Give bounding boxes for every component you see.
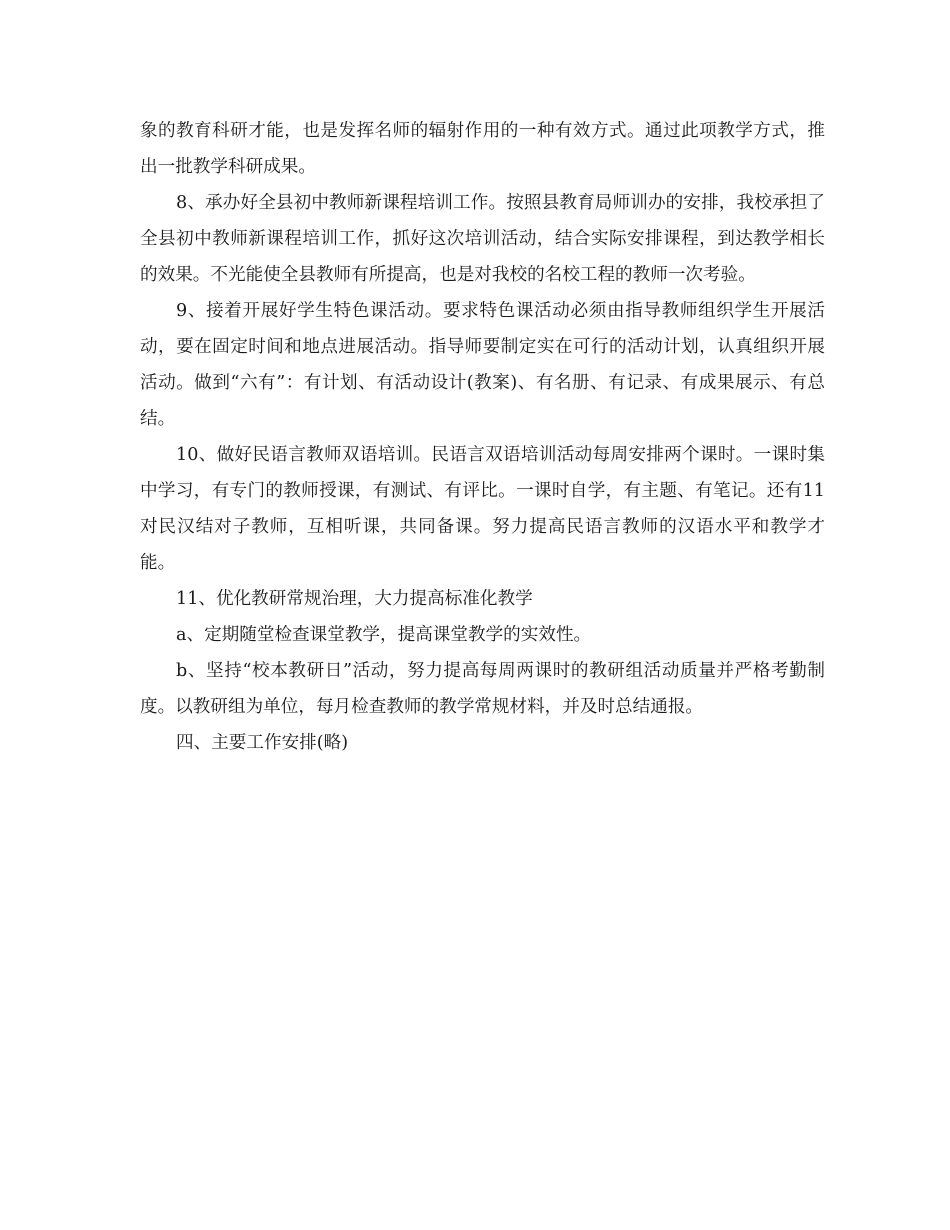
- paragraph-item-10: 10、做好民语言教师双语培训。民语言双语培训活动每周安排两个课时。一课时集中学习，有专门的教师授课，有测试、有评比。一课时自学，有主题、有笔记。还有11对民汉结对子教师，互相听课，共同备课。努力提高民语言教师的汉语水平和教学才能。: [140, 445, 825, 573]
- document-body: [140, 113, 825, 761]
- paragraph-subitem-b: b、坚持“校本教研日”活动，努力提高每周两课时的教研组活动质量并严格考勤制度。以教研组为单位，每月检查教师的教学常规材料，并及时总结通报。: [140, 661, 825, 717]
- paragraph-subitem-a: a、定期随堂检查课堂教学，提高课堂教学的实效性。: [176, 625, 592, 645]
- paragraph-continuation: 象的教育科研才能，也是发挥名师的辐射作用的一种有效方式。通过此项教学方式，推出一批教学科研成果。: [140, 121, 825, 177]
- paragraph-item-8: 8、承办好全县初中教师新课程培训工作。按照县教育局师训办的安排，我校承担了全县初中教师新课程培训工作，抓好这次培训活动，结合实际安排课程，到达教学相长的效果。不光能使全县教师有所提高，也是对我校的名校工程的教师一次考验。: [140, 193, 825, 285]
- paragraph-item-9: 9、接着开展好学生特色课活动。要求特色课活动必须由指导教师组织学生开展活动，要在固定时间和地点进展活动。指导师要制定实在可行的活动计划，认真组织开展活动。做到“六有”：有计划、有活动设计(教案)、有名册、有记录、有成果展示、有总结。: [140, 301, 825, 429]
- section-heading-4: 四、主要工作安排(略): [176, 733, 349, 753]
- paragraph-item-11: 11、优化教研常规治理，大力提高标准化教学: [176, 589, 533, 609]
